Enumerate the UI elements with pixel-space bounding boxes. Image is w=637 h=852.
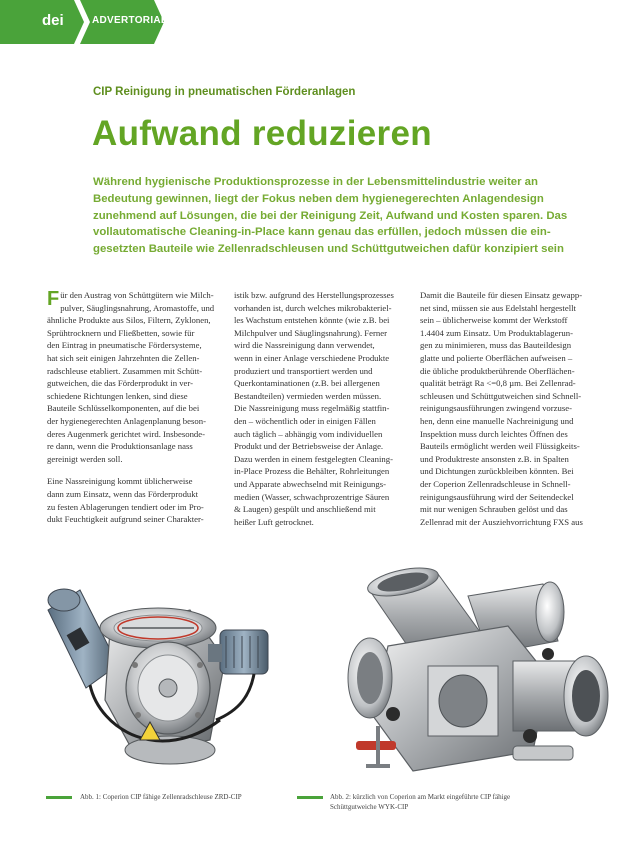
body-line: Bestandteilen) vermieden werden müssen. <box>234 390 382 401</box>
body-line: Sprühtrocknern und Fließbetten, sowie für <box>47 327 195 338</box>
first-line-text: ür den Austrag von Schüttgütern wie Milch- <box>60 290 214 300</box>
article-title: Aufwand reduzieren <box>92 114 432 153</box>
rotary-valve-photo <box>40 570 285 780</box>
body-line: schiedene Richtungen lenken, sind diese <box>47 390 188 401</box>
figure-1-caption: Abb. 1: Coperion CIP fähige Zellenradschleuse ZRD-CIP <box>80 793 242 801</box>
body-line: der hygienegerechten Anlagenplanung beson- <box>47 415 206 426</box>
caption-line: Schüttgutweiche WYK-CIP <box>330 802 409 811</box>
body-line: Damit die Bauteile für diesen Einsatz gewapp- <box>420 290 583 300</box>
article-kicker: CIP Reinigung in pneumatischen Förderanlagen <box>93 86 356 98</box>
body-line: gereinigt werden soll. <box>47 453 123 464</box>
body-line: Die Nassreinigung muss regelmäßig stattfin- <box>234 403 390 414</box>
drop-cap: F <box>47 288 60 310</box>
body-line: hat sich seit einigen Jahrzehnten die Zellen- <box>47 352 200 363</box>
body-line: Inspektion muss durch leichtes Öffnen des <box>420 428 568 439</box>
body-line: gutweichen, die das Förderprodukt in ver- <box>47 378 194 389</box>
body-line: gen zu minimieren, muss das Bauteildesign <box>420 340 572 351</box>
lead-line: vollautomatische Cleaning-in-Place kann genau das erfüllen, jedoch müssen die ein- <box>93 226 551 239</box>
body-line: mit nur wenigen Schrauben gelöst und das <box>420 504 568 515</box>
body-line: produziert und transportiert werden und <box>234 365 373 376</box>
body-line: auch täglich – abhängig vom individuellen <box>234 428 383 439</box>
body-line: dukt Feuchtigkeit aufgrund seiner Charakter- <box>47 514 204 525</box>
body-line: und Produktreste ansonsten z.B. in Spalten <box>420 453 569 464</box>
lead-line: Während hygienische Produktionsprozesse in der Lebensmittelindustrie weiter an <box>93 176 538 188</box>
body-line: Querkontaminationen (z.B. bei allergenen <box>234 378 380 389</box>
diverter-valve-photo <box>318 566 618 784</box>
body-line: den – wöchentlich oder in einigen Fällen <box>234 415 376 426</box>
body-line: istik bzw. aufgrund des Herstellungsprozesses <box>234 290 394 300</box>
body-line: hen, denn eine manuelle Nachreinigung und <box>420 415 574 426</box>
body-line: wenn in einer Anlage verschiedene Produkte <box>234 352 390 363</box>
body-line: zu festen Ablagerungen tendiert oder im Pro- <box>47 501 204 512</box>
body-line: & Laugen) gespült und anschließend mit <box>234 504 376 515</box>
body-line: und Apparate abwechselnd mit Reinigungs- <box>234 478 386 489</box>
body-line: Milchpulver und Säuglingsnahrung). Ferner <box>234 327 387 338</box>
body-line: pulver, Säuglingsnahrung, Aromastoffe, und <box>60 302 215 313</box>
body-line: den Eintrag in pneumatische Fördersysteme, <box>47 340 202 351</box>
body-line: 1.4404 zum Einsatz. Um Produktablagerun- <box>420 327 573 338</box>
lead-line: gesetzten Bauteile wie Zellenradschleusen und Schüttgutweichen dafür konzipiert sein <box>93 243 564 256</box>
body-line: Produkt und der Betriebsweise der Anlage. <box>234 441 384 452</box>
section-label: dei <box>42 12 64 29</box>
body-line: Bauteils ermöglicht werden weil Flüssigkeits- <box>420 441 580 452</box>
text-column-2 <box>234 289 404 528</box>
body-line: reinigungsausführung wird der Seitendeckel <box>420 491 574 502</box>
body-line: die übliche produktberührende Oberflächen- <box>420 365 575 376</box>
body-line: sein – üblicherweise kommt der Werkstoff <box>420 315 568 326</box>
body-line: net sind, müssen sie aus Edelstahl hergestellt <box>420 302 576 313</box>
lead-line: zunehmend auf Lösungen, die bei der Reinigung Zeit, Aufwand und Kosten sparen. Das <box>93 209 568 222</box>
paragraph-gap <box>47 465 217 475</box>
lead-line: Bedeutung gewinnen, liegt der Fokus neben dem hygienegerechten Anlagendesign <box>93 192 544 205</box>
body-line: deres Augenmerk gerichtet wird. Insbesonde- <box>47 428 206 439</box>
body-line: der Coperion Zellenradschleuse in Schnell- <box>420 478 571 489</box>
body-line: Eine Nassreinigung kommt üblicherweise <box>47 476 193 487</box>
body-line: medien (Wasser, schwachprozentrige Säuren <box>234 491 390 502</box>
body-line: Zellenrad mit der Ausziehvorrichtung FXS aus <box>420 516 583 527</box>
text-column-1 <box>47 289 217 526</box>
body-line: in-Place Prozess die Behälter, Rohrleitungen <box>234 466 390 477</box>
body-line: re dann, wenn die Produktionsanlage nass <box>47 441 193 452</box>
body-line: qualität beträgt Ra <=0,8 µm. Bei Zellenrad- <box>420 378 576 389</box>
body-line: schleusen und Schüttgutweichen sind Schnell- <box>420 390 582 401</box>
body-line: ähnliche Produkte aus Silos, Filtern, Zyklonen, <box>47 315 211 326</box>
body-line: dann zum Einsatz, wenn das Förderprodukt <box>47 488 199 499</box>
body-line: Bauteile Schlüsselkomponenten, auf die bei <box>47 403 200 414</box>
caption-bar <box>297 796 323 799</box>
advertorial-label: ADVERTORIAL <box>92 15 168 26</box>
body-line: radschleuse etabliert. Zusammen mit Schütt- <box>47 365 203 376</box>
body-line: wird die Nassreinigung dann verwendet, <box>234 340 375 351</box>
body-line: reinigungsausführungen zwingend vorzuse- <box>420 403 572 414</box>
caption-line: Abb. 2: kürzlich von Coperion am Markt eingeführte CIP fähige <box>330 793 511 801</box>
body-line: vorhanden ist, durch welches mikrobakteriel- <box>234 302 392 313</box>
text-column-3 <box>420 289 590 528</box>
figure-2-caption <box>330 793 510 812</box>
caption-bar <box>46 796 72 799</box>
body-line: les Wachstum entstehen könnte (wie z.B. bei <box>234 315 390 326</box>
body-line: glatte und polierte Oberflächen aufweisen – <box>420 352 573 363</box>
body-line: Dazu werden in einem festgelegten Cleaning- <box>234 453 393 464</box>
body-line: und Dichtungen zurückbleiben könnten. Bei <box>420 466 574 477</box>
article-lead <box>93 174 568 258</box>
body-line: heißer Luft getrocknet. <box>234 516 314 527</box>
section-header <box>0 0 637 44</box>
